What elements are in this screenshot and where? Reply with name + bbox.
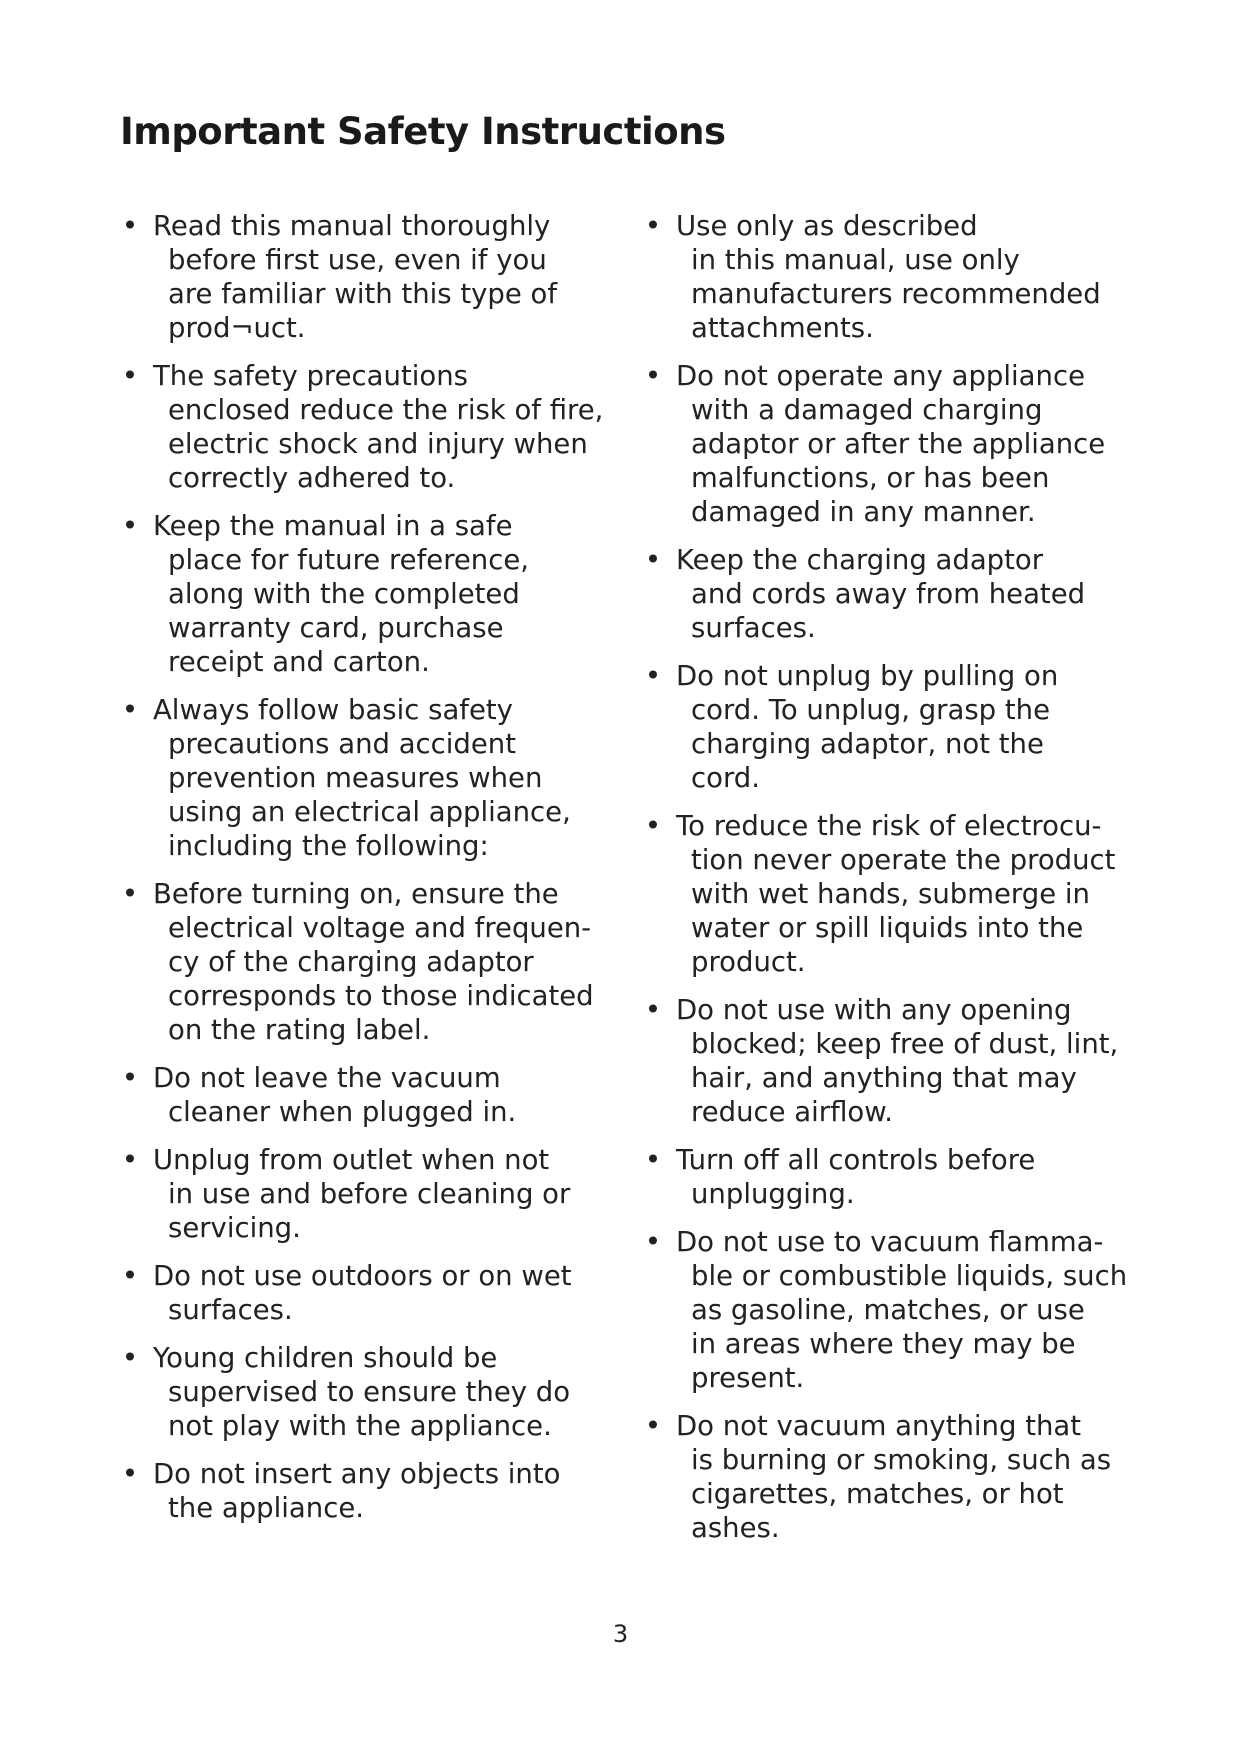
instruction-line: the appliance. (168, 1492, 364, 1524)
instruction-line: warranty card, purchase (168, 612, 504, 644)
instruction-line: Do not insert any objects into (153, 1458, 561, 1490)
instruction-line: precautions and accident (168, 728, 517, 760)
instruction-line: is burning or smoking, such as (691, 1444, 1112, 1476)
instruction-line: Do not use outdoors or on wet (153, 1260, 572, 1292)
instruction-item (643, 543, 1148, 645)
instruction-line: correctly adhered to. (168, 462, 456, 494)
instruction-item (643, 809, 1148, 979)
instruction-line: cleaner when plugged in. (168, 1096, 517, 1128)
instruction-item (643, 659, 1148, 795)
bullet-icon: • (121, 878, 139, 910)
instruction-line: Do not unplug by pulling on (676, 660, 1059, 692)
instruction-line: corresponds to those indicated (168, 980, 594, 1012)
instruction-line: Keep the charging adaptor (676, 544, 1044, 576)
page-number: 3 (612, 1620, 629, 1648)
instruction-line: hair, and anything that may (691, 1062, 1077, 1094)
bullet-icon: • (121, 1342, 139, 1374)
instruction-line: in this manual, use only (691, 244, 1020, 276)
instruction-line: using an electrical appliance, (168, 796, 571, 828)
instruction-line: Keep the manual in a safe (153, 510, 513, 542)
instruction-line: Unplug from outlet when not (153, 1144, 550, 1176)
instruction-line: malfunctions, or has been (691, 462, 1050, 494)
left-instruction-list (120, 209, 625, 1539)
instruction-line: with a damaged charging (691, 394, 1043, 426)
instruction-line: on the rating label. (168, 1014, 431, 1046)
instruction-line: Before turning on, ensure the (153, 878, 559, 910)
instruction-line: damaged in any manner. (691, 496, 1036, 528)
instruction-line: before first use, even if you (168, 244, 547, 276)
instruction-line: Do not vacuum anything that (676, 1410, 1082, 1442)
instruction-item (120, 359, 625, 495)
page-title: Important Safety Instructions (120, 110, 726, 153)
bullet-icon: • (644, 1144, 662, 1176)
instruction-line: adaptor or after the appliance (691, 428, 1106, 460)
bullet-icon: • (644, 810, 662, 842)
instruction-line: ble or combustible liquids, such (691, 1260, 1128, 1292)
bullet-icon: • (121, 1458, 139, 1490)
instruction-line: servicing. (168, 1212, 301, 1244)
instruction-line: tion never operate the product (691, 844, 1116, 876)
bullet-icon: • (121, 360, 139, 392)
instruction-line: cigarettes, matches, or hot (691, 1478, 1064, 1510)
instruction-line: in areas where they may be (691, 1328, 1076, 1360)
instruction-line: attachments. (691, 312, 874, 344)
bullet-icon: • (644, 360, 662, 392)
instruction-line: and cords away from heated (691, 578, 1086, 610)
instruction-line: prevention measures when (168, 762, 543, 794)
bullet-icon: • (644, 210, 662, 242)
instruction-line: as gasoline, matches, or use (691, 1294, 1085, 1326)
instruction-item (643, 359, 1148, 529)
bullet-icon: • (121, 694, 139, 726)
instruction-line: Do not leave the vacuum (153, 1062, 501, 1094)
instruction-item (120, 1061, 625, 1129)
instruction-item (120, 1457, 625, 1525)
instruction-line: place for future reference, (168, 544, 530, 576)
bullet-icon: • (121, 1260, 139, 1292)
instruction-line: Always follow basic safety (153, 694, 513, 726)
instruction-line: including the following: (168, 830, 489, 862)
instruction-item (643, 1143, 1148, 1211)
instruction-line: are familiar with this type of (168, 278, 558, 310)
instruction-line: To reduce the risk of electrocu- (676, 810, 1102, 842)
instruction-line: electrical voltage and frequen- (168, 912, 592, 944)
instruction-line: water or spill liquids into the (691, 912, 1084, 944)
bullet-icon: • (121, 1062, 139, 1094)
instruction-line: enclosed reduce the risk of fire, (168, 394, 604, 426)
instruction-item (120, 693, 625, 863)
bullet-icon: • (644, 660, 662, 692)
bullet-icon: • (644, 544, 662, 576)
instruction-line: Read this manual thoroughly (153, 210, 551, 242)
instruction-line: charging adaptor, not the (691, 728, 1044, 760)
instruction-item (120, 209, 625, 345)
instruction-item (120, 1143, 625, 1245)
instruction-line: with wet hands, submerge in (691, 878, 1090, 910)
bullet-icon: • (644, 1410, 662, 1442)
right-instruction-list (643, 209, 1148, 1559)
bullet-icon: • (121, 510, 139, 542)
instruction-line: prod¬uct. (168, 312, 306, 344)
instruction-line: cord. To unplug, grasp the (691, 694, 1050, 726)
instruction-line: receipt and carton. (168, 646, 430, 678)
instruction-item (643, 993, 1148, 1129)
instruction-line: ashes. (691, 1512, 780, 1544)
instruction-line: surfaces. (168, 1294, 293, 1326)
instruction-line: manufacturers recommended (691, 278, 1101, 310)
instruction-line: Use only as described (676, 210, 978, 242)
bullet-icon: • (644, 994, 662, 1026)
instruction-item (120, 877, 625, 1047)
instruction-line: Do not use with any opening (676, 994, 1072, 1026)
instruction-line: electric shock and injury when (168, 428, 588, 460)
bullet-icon: • (121, 1144, 139, 1176)
instruction-item (120, 1341, 625, 1443)
instruction-line: unplugging. (691, 1178, 855, 1210)
instruction-line: present. (691, 1362, 805, 1394)
instruction-line: Young children should be (153, 1342, 498, 1374)
instruction-line: Do not use to vacuum flamma- (676, 1226, 1104, 1258)
instruction-line: reduce airflow. (691, 1096, 893, 1128)
instruction-line: not play with the appliance. (168, 1410, 552, 1442)
instruction-item (120, 509, 625, 679)
instruction-line: in use and before cleaning or (168, 1178, 571, 1210)
instruction-line: cy of the charging adaptor (168, 946, 534, 978)
instruction-line: product. (691, 946, 806, 978)
instruction-line: cord. (691, 762, 760, 794)
instruction-line: Turn off all controls before (676, 1144, 1036, 1176)
instruction-line: supervised to ensure they do (168, 1376, 571, 1408)
bullet-icon: • (121, 210, 139, 242)
instruction-line: The safety precautions (153, 360, 468, 392)
instruction-line: along with the completed (168, 578, 520, 610)
bullet-icon: • (644, 1226, 662, 1258)
instruction-item (643, 1225, 1148, 1395)
instruction-item (120, 1259, 625, 1327)
instruction-item (643, 209, 1148, 345)
instruction-item (643, 1409, 1148, 1545)
instruction-line: blocked; keep free of dust, lint, (691, 1028, 1119, 1060)
instruction-line: surfaces. (691, 612, 816, 644)
instruction-line: Do not operate any appliance (676, 360, 1085, 392)
